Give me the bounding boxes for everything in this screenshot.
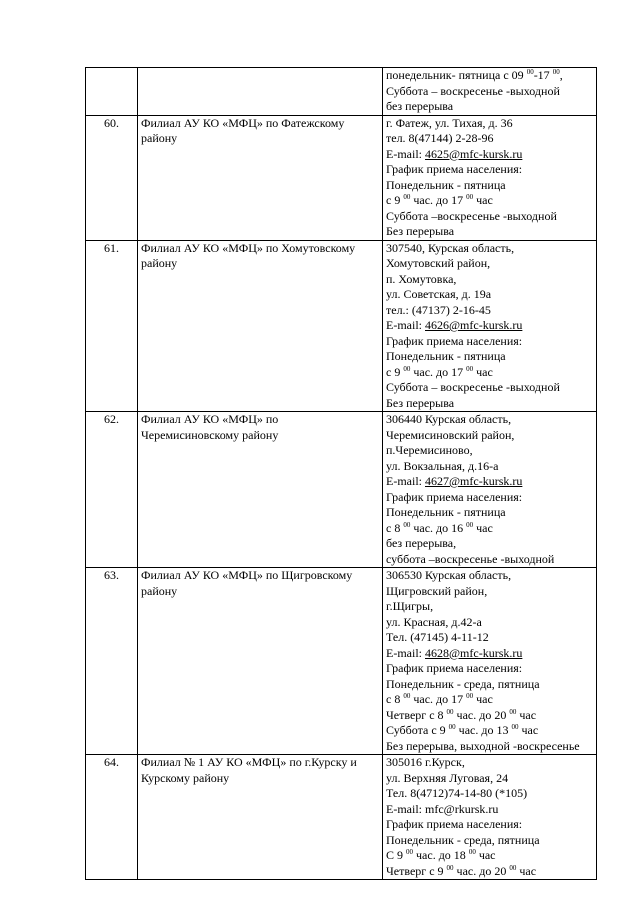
time-minutes-superscript: 00 bbox=[466, 520, 474, 529]
info-text: час. до 17 bbox=[410, 193, 467, 207]
row-number: 63. bbox=[86, 568, 138, 755]
time-minutes-superscript: 00 bbox=[526, 68, 534, 76]
info-line bbox=[386, 646, 593, 662]
info-text: Суббота –воскресенье -выходной bbox=[386, 208, 557, 223]
info-line bbox=[386, 723, 593, 739]
info-text: Суббота – воскресенье -выходной bbox=[386, 380, 560, 394]
branch-contact-info bbox=[383, 68, 597, 116]
info-line bbox=[386, 443, 593, 459]
info-text: ул. Советская, д. 19а bbox=[386, 287, 492, 301]
email-link[interactable]: 4628@mfc-kursk.ru bbox=[425, 645, 523, 660]
info-line bbox=[386, 490, 593, 506]
info-line bbox=[386, 615, 593, 631]
info-line bbox=[386, 786, 593, 802]
info-line bbox=[386, 287, 593, 303]
info-line bbox=[386, 677, 593, 693]
table-row bbox=[86, 240, 597, 412]
info-text: час bbox=[473, 364, 493, 379]
table-body bbox=[86, 68, 597, 880]
info-line bbox=[386, 412, 593, 428]
time-minutes-superscript: 00 bbox=[406, 848, 414, 856]
info-line bbox=[386, 802, 593, 818]
info-text: E-mail: mfc@rkursk.ru bbox=[386, 801, 499, 816]
info-line bbox=[386, 131, 593, 147]
info-text: Черемисиновский район, bbox=[386, 427, 515, 442]
info-line bbox=[386, 661, 593, 677]
info-line bbox=[386, 256, 593, 272]
info-line bbox=[386, 817, 593, 833]
info-line bbox=[386, 178, 593, 194]
info-line bbox=[386, 771, 593, 787]
info-text: без перерыва, bbox=[386, 536, 457, 550]
time-minutes-superscript: 00 bbox=[446, 863, 454, 872]
info-line bbox=[386, 584, 593, 600]
info-text: E-mail: bbox=[386, 645, 425, 660]
info-line bbox=[386, 833, 593, 849]
info-text: Хомутовский район, bbox=[386, 256, 491, 270]
info-line bbox=[386, 755, 593, 771]
info-text: График приема населения: bbox=[386, 162, 523, 176]
info-line bbox=[386, 224, 593, 240]
info-text: час bbox=[518, 723, 539, 737]
info-text: тел.: (47137) 2-16-45 bbox=[386, 302, 491, 317]
branch-name: Филиал АУ КО «МФЦ» по Фатежскому району bbox=[138, 115, 383, 240]
info-text: Понедельник - среда, пятница bbox=[386, 676, 540, 691]
branch-contact-info bbox=[383, 755, 597, 880]
info-line bbox=[386, 599, 593, 615]
info-line bbox=[386, 84, 593, 100]
info-text: час bbox=[473, 193, 493, 207]
row-number bbox=[86, 68, 138, 116]
table-row bbox=[86, 568, 597, 755]
info-text: с 8 bbox=[386, 692, 404, 706]
time-minutes-superscript: 00 bbox=[552, 68, 560, 76]
table-row bbox=[86, 412, 597, 568]
info-text: Без перерыва, выходной -воскресенье bbox=[386, 738, 580, 753]
row-number: 62. bbox=[86, 412, 138, 568]
branch-name: Филиал АУ КО «МФЦ» по Хомутовскому району bbox=[138, 240, 383, 412]
info-text: Без перерыва bbox=[386, 395, 455, 410]
info-text: час. до 20 bbox=[453, 707, 510, 722]
table-row bbox=[86, 755, 597, 880]
info-line bbox=[386, 241, 593, 257]
info-line bbox=[386, 334, 593, 350]
info-text: г.Щигры, bbox=[386, 599, 434, 613]
info-line bbox=[386, 521, 593, 537]
info-text: без перерыва bbox=[386, 99, 454, 113]
info-line bbox=[386, 396, 593, 412]
info-text: час bbox=[475, 848, 496, 862]
info-text: 305016 г.Курск, bbox=[386, 755, 465, 769]
info-text: с 8 bbox=[386, 520, 404, 535]
info-line bbox=[386, 272, 593, 288]
time-minutes-superscript: 00 bbox=[509, 707, 517, 716]
info-line bbox=[386, 630, 593, 646]
branch-name: Филиал АУ КО «МФЦ» по Щигровскому району bbox=[138, 568, 383, 755]
info-text: г. Фатеж, ул. Тихая, д. 36 bbox=[386, 115, 513, 130]
info-text: тел. 8(47144) 2-28-96 bbox=[386, 131, 494, 145]
info-text: Понедельник - пятница bbox=[386, 177, 506, 192]
time-minutes-superscript: 00 bbox=[466, 692, 474, 700]
info-line bbox=[386, 552, 593, 568]
time-minutes-superscript: 00 bbox=[446, 707, 454, 716]
info-text: -17 bbox=[533, 68, 553, 82]
info-text: час bbox=[516, 707, 537, 722]
info-line bbox=[386, 349, 593, 365]
info-text: п.Черемисиново, bbox=[386, 443, 473, 457]
info-line bbox=[386, 193, 593, 209]
info-text: График приема населения: bbox=[386, 661, 523, 675]
info-text: Суббота с 9 bbox=[386, 723, 449, 737]
branch-name: Филиал АУ КО «МФЦ» по Черемисиновскому району bbox=[138, 412, 383, 568]
row-number: 60. bbox=[86, 115, 138, 240]
info-line bbox=[386, 365, 593, 381]
email-link[interactable]: 4626@mfc-kursk.ru bbox=[425, 318, 523, 332]
info-text: Суббота – воскресенье -выходной bbox=[386, 83, 560, 98]
table-row bbox=[86, 115, 597, 240]
row-number: 64. bbox=[86, 755, 138, 880]
info-text: час bbox=[473, 520, 493, 535]
time-minutes-superscript: 00 bbox=[403, 520, 411, 529]
info-text: час bbox=[473, 692, 493, 706]
info-text: График приема населения: bbox=[386, 489, 523, 504]
info-line bbox=[386, 848, 593, 864]
info-text: час bbox=[516, 863, 537, 878]
info-line bbox=[386, 68, 593, 84]
info-text: Без перерыва bbox=[386, 224, 455, 238]
info-line bbox=[386, 692, 593, 708]
info-text: E-mail: bbox=[386, 146, 425, 161]
info-line bbox=[386, 162, 593, 178]
time-minutes-superscript: 00 bbox=[403, 692, 411, 700]
email-link[interactable]: 4625@mfc-kursk.ru bbox=[425, 146, 523, 161]
info-text: с 9 bbox=[386, 193, 404, 207]
time-minutes-superscript: 00 bbox=[466, 364, 474, 373]
info-line bbox=[386, 380, 593, 396]
info-line bbox=[386, 536, 593, 552]
info-text: ул. Вокзальная, д.16-а bbox=[386, 458, 499, 473]
info-text: Четверг с 8 bbox=[386, 707, 447, 722]
info-text: Щигровский район, bbox=[386, 583, 488, 598]
info-text: час. до 16 bbox=[410, 520, 467, 535]
info-text: График приема населения: bbox=[386, 817, 523, 831]
table-row bbox=[86, 68, 597, 116]
info-text: 306530 Курская область, bbox=[386, 568, 512, 582]
branch-contact-info bbox=[383, 115, 597, 240]
info-line bbox=[386, 474, 593, 490]
info-text: час. до 20 bbox=[453, 863, 510, 878]
time-minutes-superscript: 00 bbox=[403, 193, 411, 201]
branch-contact-info bbox=[383, 568, 597, 755]
info-line bbox=[386, 505, 593, 521]
email-link[interactable]: 4627@mfc-kursk.ru bbox=[425, 474, 523, 488]
info-text: час. до 18 bbox=[413, 848, 469, 862]
info-line bbox=[386, 739, 593, 755]
info-line bbox=[386, 116, 593, 132]
info-text: ул. Верхняя Луговая, 24 bbox=[386, 770, 509, 785]
row-number: 61. bbox=[86, 240, 138, 412]
branch-name bbox=[138, 68, 383, 116]
info-line bbox=[386, 708, 593, 724]
branch-contact-info bbox=[383, 412, 597, 568]
info-text: 307540, Курская область, bbox=[386, 240, 515, 255]
info-text: График приема населения: bbox=[386, 333, 523, 348]
info-text: понедельник- пятница с 09 bbox=[386, 68, 527, 82]
info-line bbox=[386, 303, 593, 319]
info-line bbox=[386, 99, 593, 115]
info-text: , bbox=[559, 68, 563, 82]
info-text: суббота –воскресенье -выходной bbox=[386, 551, 555, 566]
info-text: E-mail: bbox=[386, 474, 425, 488]
time-minutes-superscript: 00 bbox=[403, 364, 411, 373]
info-text: Четверг с 9 bbox=[386, 863, 447, 878]
info-text: Понедельник - пятница bbox=[386, 349, 506, 363]
info-line bbox=[386, 428, 593, 444]
info-text: Тел. (47145) 4-11-12 bbox=[386, 630, 489, 644]
info-text: Тел. 8(4712)74-14-80 (*105) bbox=[386, 786, 528, 800]
info-text: час. до 17 bbox=[410, 692, 467, 706]
time-minutes-superscript: 00 bbox=[466, 193, 474, 201]
info-text: час. до 13 bbox=[455, 723, 512, 737]
info-line bbox=[386, 318, 593, 334]
info-line bbox=[386, 147, 593, 163]
info-text: 306440 Курская область, bbox=[386, 412, 512, 426]
info-text: С 9 bbox=[386, 848, 407, 862]
info-text: Понедельник - среда, пятница bbox=[386, 832, 540, 847]
time-minutes-superscript: 00 bbox=[511, 723, 519, 731]
info-text: с 9 bbox=[386, 364, 404, 379]
info-text: п. Хомутовка, bbox=[386, 271, 457, 286]
time-minutes-superscript: 00 bbox=[509, 863, 517, 872]
info-text: Понедельник - пятница bbox=[386, 505, 506, 519]
mfc-branches-table bbox=[85, 67, 597, 880]
info-text: E-mail: bbox=[386, 318, 425, 332]
branch-name: Филиал № 1 АУ КО «МФЦ» по г.Курску и Курскому району bbox=[138, 755, 383, 880]
info-line bbox=[386, 209, 593, 225]
info-text: час. до 17 bbox=[410, 364, 467, 379]
info-line bbox=[386, 864, 593, 880]
info-line bbox=[386, 459, 593, 475]
time-minutes-superscript: 00 bbox=[468, 848, 476, 856]
info-text: ул. Красная, д.42-а bbox=[386, 614, 482, 629]
time-minutes-superscript: 00 bbox=[448, 723, 456, 731]
info-line bbox=[386, 568, 593, 584]
branch-contact-info bbox=[383, 240, 597, 412]
